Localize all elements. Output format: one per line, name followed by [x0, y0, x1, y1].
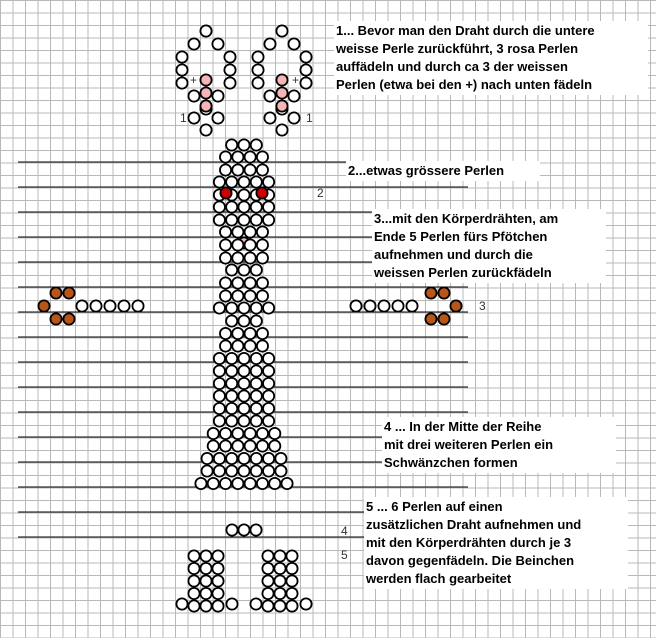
white-bead-182 — [238, 465, 249, 476]
white-bead-68 — [220, 226, 231, 237]
white-bead-193 — [281, 478, 292, 489]
white-bead-91 — [350, 300, 361, 311]
plus-marker-right: + — [292, 73, 300, 87]
white-bead-123 — [232, 328, 243, 339]
white-bead-161 — [220, 428, 231, 439]
white-bead-50 — [238, 176, 249, 187]
white-bead-200 — [274, 550, 285, 561]
white-bead-88 — [245, 277, 256, 288]
white-bead-164 — [257, 428, 268, 439]
white-bead-38 — [238, 139, 249, 150]
white-bead-213 — [212, 575, 223, 586]
white-bead-146 — [226, 390, 237, 401]
pink-bead-30 — [276, 100, 287, 111]
white-bead-45 — [232, 164, 243, 175]
white-bead-153 — [251, 403, 262, 414]
white-bead-223 — [200, 600, 211, 611]
step-3-marker: 3 — [479, 299, 486, 313]
white-bead-11 — [176, 64, 187, 75]
white-bead-130 — [214, 353, 225, 364]
step-4-marker: 4 — [341, 524, 348, 538]
white-bead-128 — [245, 340, 256, 351]
white-bead-125 — [257, 328, 268, 339]
white-bead-194 — [226, 524, 237, 535]
white-bead-40 — [220, 151, 231, 162]
white-bead-1 — [200, 25, 211, 36]
white-bead-151 — [226, 403, 237, 414]
brown-bead-101 — [63, 287, 74, 298]
white-bead-196 — [250, 524, 261, 535]
white-bead-203 — [188, 563, 199, 574]
white-bead-159 — [263, 415, 274, 426]
white-bead-63 — [214, 214, 225, 225]
white-bead-132 — [238, 353, 249, 364]
brown-bead-106 — [438, 287, 449, 298]
white-bead-13 — [224, 64, 235, 75]
white-bead-41 — [232, 151, 243, 162]
white-bead-135 — [214, 365, 225, 376]
white-bead-35 — [200, 124, 211, 135]
white-bead-225 — [212, 600, 223, 611]
brown-bead-103 — [50, 313, 61, 324]
white-bead-152 — [238, 403, 249, 414]
white-bead-78 — [257, 239, 268, 250]
white-bead-179 — [202, 465, 213, 476]
white-bead-230 — [300, 598, 311, 609]
white-bead-201 — [212, 550, 223, 561]
instruction-step-1: 1... Bevor man den Draht durch die untere weisse Perle zurückführt, 3 rosa Perlen auffädeln und durch ca 3 der weissen Perlen (etwa bei den +) nach unten fädeln — [334, 21, 648, 95]
white-bead-61 — [251, 201, 262, 212]
white-bead-136 — [226, 365, 237, 376]
red-bead-73 — [256, 187, 267, 198]
white-bead-55 — [238, 189, 249, 200]
white-bead-36 — [276, 124, 287, 135]
white-bead-37 — [226, 139, 237, 150]
white-bead-90 — [76, 300, 87, 311]
white-bead-110 — [220, 290, 231, 301]
white-bead-168 — [232, 440, 243, 451]
white-bead-17 — [224, 77, 235, 88]
white-bead-174 — [226, 453, 237, 464]
red-bead-72 — [220, 187, 231, 198]
white-bead-139 — [263, 365, 274, 376]
white-bead-97 — [392, 300, 403, 311]
plus-marker-left: + — [190, 73, 198, 87]
white-bead-15 — [176, 77, 187, 88]
white-bead-141 — [226, 378, 237, 389]
white-bead-183 — [251, 465, 262, 476]
white-bead-190 — [245, 478, 256, 489]
white-bead-226 — [286, 600, 297, 611]
white-bead-94 — [104, 300, 115, 311]
white-bead-10 — [300, 51, 311, 62]
ear-left-marker: 1 — [180, 111, 187, 125]
white-bead-158 — [251, 415, 262, 426]
white-bead-167 — [220, 440, 231, 451]
white-bead-192 — [269, 478, 280, 489]
brown-bead-104 — [63, 313, 74, 324]
pink-bead-27 — [200, 87, 211, 98]
brown-bead-109 — [438, 313, 449, 324]
white-bead-216 — [262, 588, 273, 599]
white-bead-49 — [226, 176, 237, 187]
white-bead-208 — [286, 563, 297, 574]
white-bead-126 — [220, 340, 231, 351]
white-bead-46 — [245, 164, 256, 175]
white-bead-31 — [188, 112, 199, 123]
white-bead-18 — [300, 77, 311, 88]
white-bead-77 — [245, 239, 256, 250]
white-bead-121 — [251, 315, 262, 326]
white-bead-70 — [245, 226, 256, 237]
pink-bead-25 — [200, 74, 211, 85]
white-bead-16 — [252, 77, 263, 88]
white-bead-127 — [232, 340, 243, 351]
white-bead-137 — [238, 365, 249, 376]
white-bead-224 — [274, 600, 285, 611]
white-bead-176 — [251, 453, 262, 464]
white-bead-211 — [200, 575, 211, 586]
white-bead-79 — [220, 252, 231, 263]
white-bead-191 — [257, 478, 268, 489]
white-bead-51 — [251, 176, 262, 187]
white-bead-180 — [214, 465, 225, 476]
white-bead-6 — [288, 38, 299, 49]
white-bead-84 — [238, 264, 249, 275]
white-bead-177 — [263, 453, 274, 464]
white-bead-12 — [252, 64, 263, 75]
white-bead-119 — [226, 315, 237, 326]
white-bead-202 — [286, 550, 297, 561]
white-bead-52 — [263, 176, 274, 187]
white-bead-165 — [269, 428, 280, 439]
white-bead-162 — [232, 428, 243, 439]
white-bead-85 — [251, 264, 262, 275]
white-bead-185 — [275, 465, 286, 476]
white-bead-39 — [251, 139, 262, 150]
white-bead-67 — [263, 214, 274, 225]
white-bead-81 — [245, 252, 256, 263]
white-bead-227 — [176, 598, 187, 609]
white-bead-212 — [274, 575, 285, 586]
white-bead-98 — [132, 300, 143, 311]
white-bead-59 — [226, 201, 237, 212]
pink-bead-28 — [276, 87, 287, 98]
white-bead-14 — [300, 64, 311, 75]
instruction-step-5: 5 ... 6 Perlen auf einen zusätzlichen Draht aufnehmen und mit den Körperdrähten durch je 3 davon gegenfädeln. Die Beinchen werden flach gearbeitet — [364, 497, 628, 589]
white-bead-199 — [200, 550, 211, 561]
white-bead-43 — [257, 151, 268, 162]
white-bead-83 — [226, 264, 237, 275]
white-bead-155 — [214, 415, 225, 426]
white-bead-206 — [274, 563, 285, 574]
brown-bead-102 — [38, 300, 49, 311]
white-bead-133 — [251, 353, 262, 364]
brown-bead-107 — [450, 300, 461, 311]
white-bead-148 — [251, 390, 262, 401]
white-bead-111 — [232, 290, 243, 301]
brown-bead-108 — [425, 313, 436, 324]
white-bead-229 — [250, 598, 261, 609]
white-bead-66 — [251, 214, 262, 225]
white-bead-99 — [406, 300, 417, 311]
white-bead-150 — [214, 403, 225, 414]
white-bead-4 — [264, 38, 275, 49]
white-bead-113 — [257, 290, 268, 301]
white-bead-42 — [245, 151, 256, 162]
white-bead-93 — [364, 300, 375, 311]
white-bead-32 — [212, 112, 223, 123]
white-bead-3 — [188, 38, 199, 49]
white-bead-149 — [263, 390, 274, 401]
white-bead-129 — [257, 340, 268, 351]
white-bead-172 — [202, 453, 213, 464]
white-bead-175 — [238, 453, 249, 464]
white-bead-142 — [238, 378, 249, 389]
white-bead-186 — [195, 478, 206, 489]
white-bead-140 — [214, 378, 225, 389]
white-bead-138 — [251, 365, 262, 376]
step-5-marker: 5 — [341, 548, 348, 562]
instruction-step-4: 4 ... In der Mitte der Reihe mit drei weiteren Perlen ein Schwänzchen formen — [382, 417, 616, 473]
white-bead-184 — [263, 465, 274, 476]
white-bead-48 — [214, 176, 225, 187]
white-bead-87 — [232, 277, 243, 288]
white-bead-204 — [262, 563, 273, 574]
white-bead-60 — [238, 201, 249, 212]
white-bead-157 — [238, 415, 249, 426]
white-bead-189 — [232, 478, 243, 489]
white-bead-217 — [200, 588, 211, 599]
white-bead-134 — [263, 353, 274, 364]
white-bead-173 — [214, 453, 225, 464]
white-bead-198 — [262, 550, 273, 561]
white-bead-118 — [263, 302, 274, 313]
white-bead-44 — [220, 164, 231, 175]
white-bead-187 — [208, 478, 219, 489]
white-bead-188 — [220, 478, 231, 489]
white-bead-171 — [269, 440, 280, 451]
white-bead-169 — [245, 440, 256, 451]
pink-bead-26 — [276, 74, 287, 85]
white-bead-20 — [264, 90, 275, 101]
white-bead-89 — [257, 277, 268, 288]
white-bead-96 — [118, 300, 129, 311]
white-bead-5 — [212, 38, 223, 49]
step-2-marker: 2 — [317, 186, 324, 200]
white-bead-33 — [264, 112, 275, 123]
ear-right-marker: 1 — [306, 111, 313, 125]
white-bead-195 — [238, 524, 249, 535]
white-bead-71 — [257, 226, 268, 237]
white-bead-21 — [212, 90, 223, 101]
white-bead-214 — [286, 575, 297, 586]
white-bead-218 — [274, 588, 285, 599]
white-bead-170 — [257, 440, 268, 451]
white-bead-76 — [232, 239, 243, 250]
white-bead-166 — [208, 440, 219, 451]
white-bead-19 — [188, 90, 199, 101]
white-bead-181 — [226, 465, 237, 476]
white-bead-144 — [263, 378, 274, 389]
white-bead-115 — [226, 302, 237, 313]
white-bead-7 — [176, 51, 187, 62]
brown-bead-105 — [425, 287, 436, 298]
instruction-step-2: 2...etwas grössere Perlen — [346, 161, 540, 181]
white-bead-62 — [263, 201, 274, 212]
white-bead-220 — [286, 588, 297, 599]
white-bead-47 — [257, 164, 268, 175]
white-bead-95 — [378, 300, 389, 311]
white-bead-117 — [251, 302, 262, 313]
white-bead-92 — [90, 300, 101, 311]
white-bead-65 — [238, 214, 249, 225]
white-bead-64 — [226, 214, 237, 225]
white-bead-147 — [238, 390, 249, 401]
white-bead-114 — [214, 302, 225, 313]
white-bead-80 — [232, 252, 243, 263]
white-bead-124 — [245, 328, 256, 339]
white-bead-145 — [214, 390, 225, 401]
white-bead-156 — [226, 415, 237, 426]
white-bead-86 — [220, 277, 231, 288]
white-bead-82 — [257, 252, 268, 263]
white-bead-160 — [208, 428, 219, 439]
white-bead-215 — [188, 588, 199, 599]
brown-bead-100 — [50, 287, 61, 298]
white-bead-116 — [238, 302, 249, 313]
white-bead-210 — [262, 575, 273, 586]
white-bead-219 — [212, 588, 223, 599]
white-bead-221 — [188, 600, 199, 611]
white-bead-197 — [188, 550, 199, 561]
white-bead-122 — [220, 328, 231, 339]
white-bead-9 — [224, 51, 235, 62]
white-bead-22 — [288, 90, 299, 101]
white-bead-75 — [220, 239, 231, 250]
white-bead-205 — [200, 563, 211, 574]
white-bead-163 — [245, 428, 256, 439]
white-bead-69 — [232, 226, 243, 237]
white-bead-228 — [226, 598, 237, 609]
white-bead-58 — [214, 201, 225, 212]
white-bead-112 — [245, 290, 256, 301]
white-bead-131 — [226, 353, 237, 364]
white-bead-34 — [288, 112, 299, 123]
white-bead-120 — [238, 315, 249, 326]
instruction-step-3: 3...mit den Körperdrähten, am Ende 5 Perlen fürs Pfötchen aufnehmen und durch die weissen Perlen zurückfädeln — [372, 209, 606, 283]
white-bead-209 — [188, 575, 199, 586]
white-bead-222 — [262, 600, 273, 611]
white-bead-143 — [251, 378, 262, 389]
white-bead-154 — [263, 403, 274, 414]
pink-bead-29 — [200, 100, 211, 111]
white-bead-2 — [276, 25, 287, 36]
white-bead-8 — [252, 51, 263, 62]
white-bead-178 — [275, 453, 286, 464]
white-bead-207 — [212, 563, 223, 574]
